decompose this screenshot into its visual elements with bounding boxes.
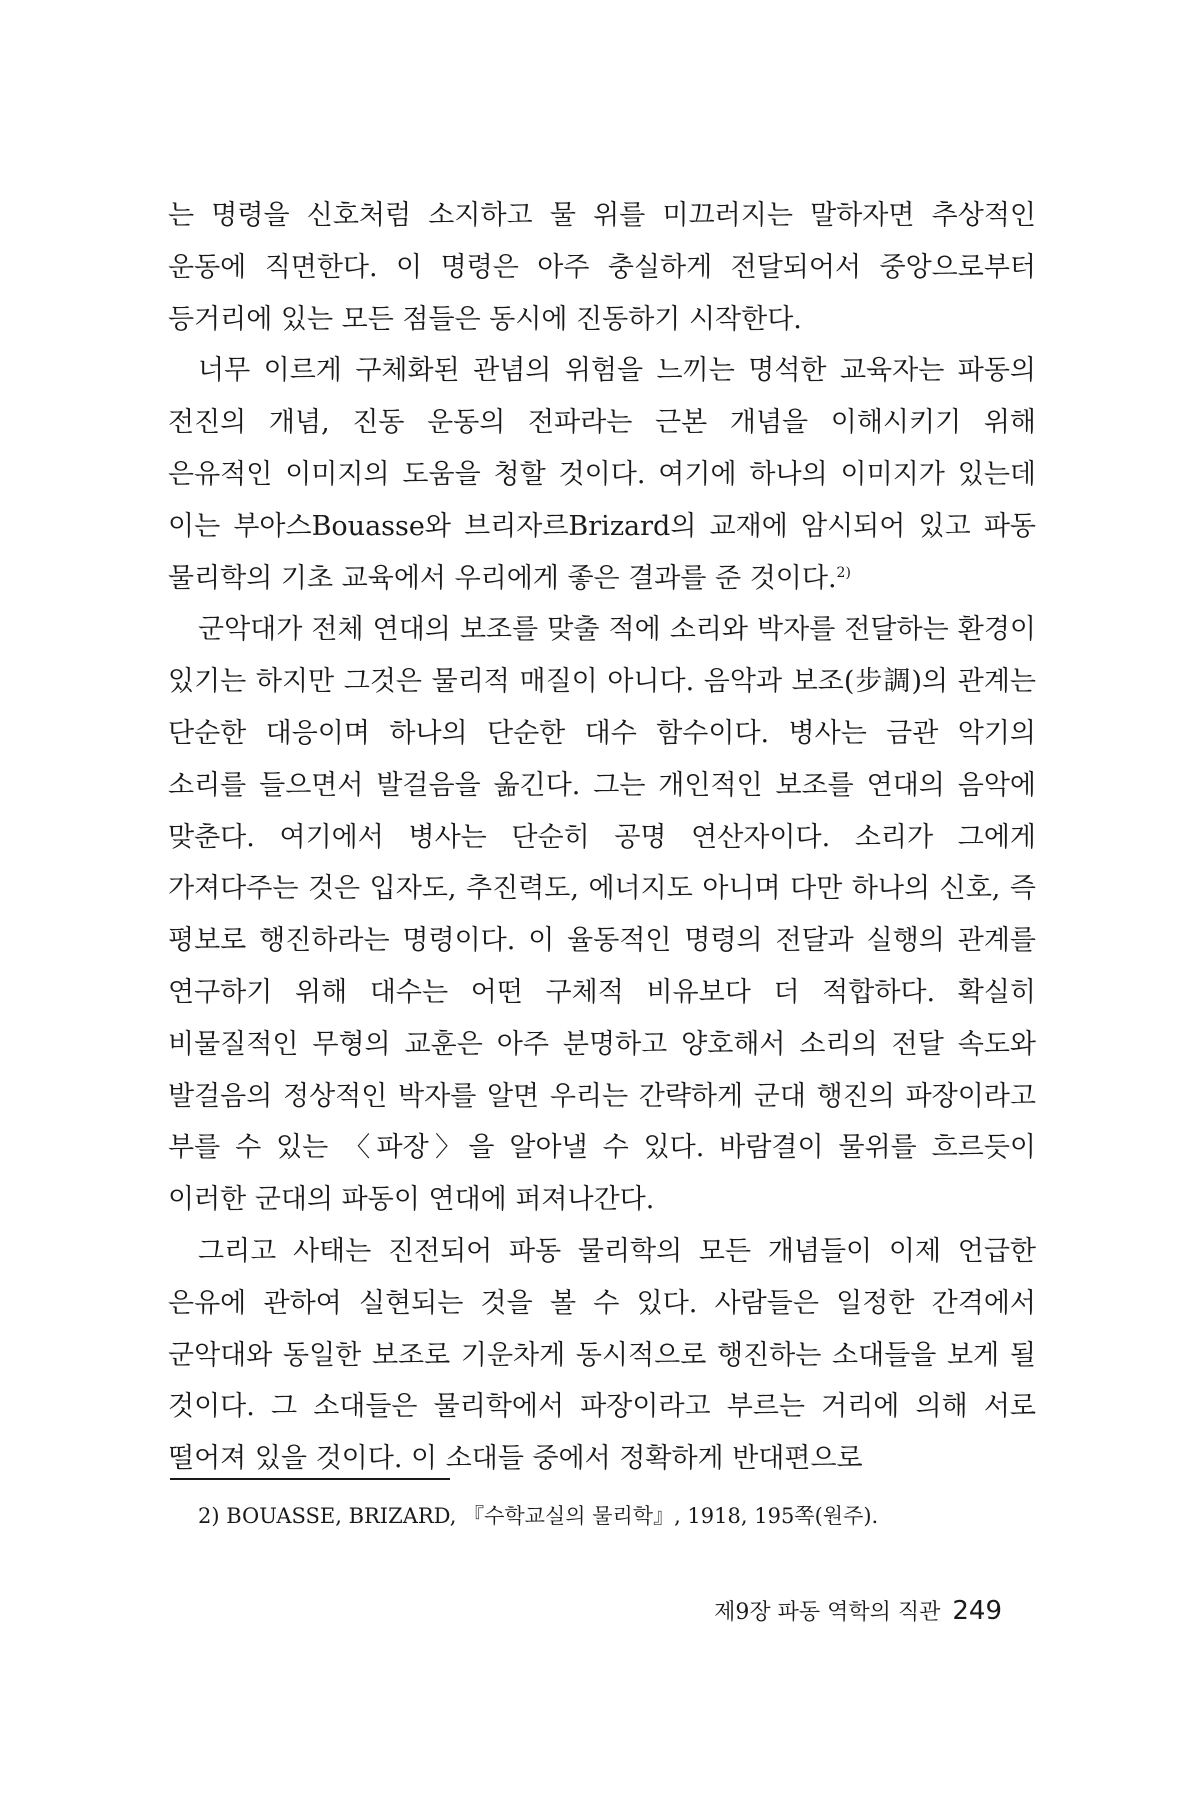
chapter-title: 제9장 파동 역학의 직관 — [714, 1600, 941, 1625]
page-number: 249 — [952, 1596, 1002, 1626]
paragraph-2-text: 너무 이르게 구체화된 관념의 위험을 느끼는 명석한 교육자는 파동의 전진의 개념, 진동 운동의 전파라는 근본 개념을 이해시키기 위해 은유적인 이미지의 도움을 청할 것이다. 여기에 하나의 이미지가 있는데 이는 부아스Bouasse와 브리자르Brizard의 교재에 암시되어 있고 파동 물리학의 기초 교육에서 우리에게 좋은 결과를 준 것이다. — [168, 355, 1036, 594]
paragraph-3: 군악대가 전체 연대의 보조를 맞출 적에 소리와 박자를 전달하는 환경이 있기는 하지만 그것은 물리적 매질이 아니다. 음악과 보조(步調)의 관계는 단순한 대응이며 하나의 단순한 대수 함수이다. 병사는 금관 악기의 소리를 들으면서 발걸음을 옮긴다. 그는 개인적인 보조를 연대의 음악에 맞춘다. 여기에서 병사는 단순히 공명 연산자이다. 소리가 그에게 가져다주는 것은 입자도, 추진력도, 에너지도 아니며 다만 하나의 신호, 즉 평보로 행진하라는 명령이다. 이 율동적인 명령의 전달과 실행의 관계를 연구하기 위해 대수는 어떤 구체적 비유보다 더 적합하다. 확실히 비물질적인 무형의 교훈은 아주 분명하고 양호해서 소리의 전달 속도와 발걸음의 정상적인 박자를 알면 우리는 간략하게 군대 행진의 파장이라고 부를 수 있는 〈파장〉을 알아낼 수 있다. 바람결이 물위를 흐르듯이 이러한 군대의 파동이 연대에 퍼져나간다. — [168, 614, 1036, 1216]
footnote-reference[interactable]: 2) — [836, 564, 851, 581]
body-text — [168, 190, 1036, 1485]
paragraph-4: 그리고 사태는 진전되어 파동 물리학의 모든 개념들이 이제 언급한 은유에 관하여 실현되는 것을 볼 수 있다. 사람들은 일정한 간격에서 군악대와 동일한 보조로 기운차게 동시적으로 행진하는 소대들을 보게 될 것이다. 그 소대들은 물리학에서 파장이라고 부르는 거리에 의해 서로 떨어져 있을 것이다. 이 소대들 중에서 정확하게 반대편으로 — [168, 1235, 1036, 1475]
footnote: 2) BOUASSE, BRIZARD, 『수학교실의 물리학』, 1918, 195쪽(원주). — [198, 1504, 879, 1528]
running-footer — [714, 1596, 1002, 1628]
paragraph-1: 는 명령을 신호처럼 소지하고 물 위를 미끄러지는 말하자면 추상적인 운동에 직면한다. 이 명령은 아주 충실하게 전달되어서 중앙으로부터 등거리에 있는 모든 점들은 동시에 진동하기 시작한다. — [168, 200, 1036, 335]
footnote-divider — [170, 1478, 450, 1480]
paragraph-2 — [168, 345, 1036, 604]
